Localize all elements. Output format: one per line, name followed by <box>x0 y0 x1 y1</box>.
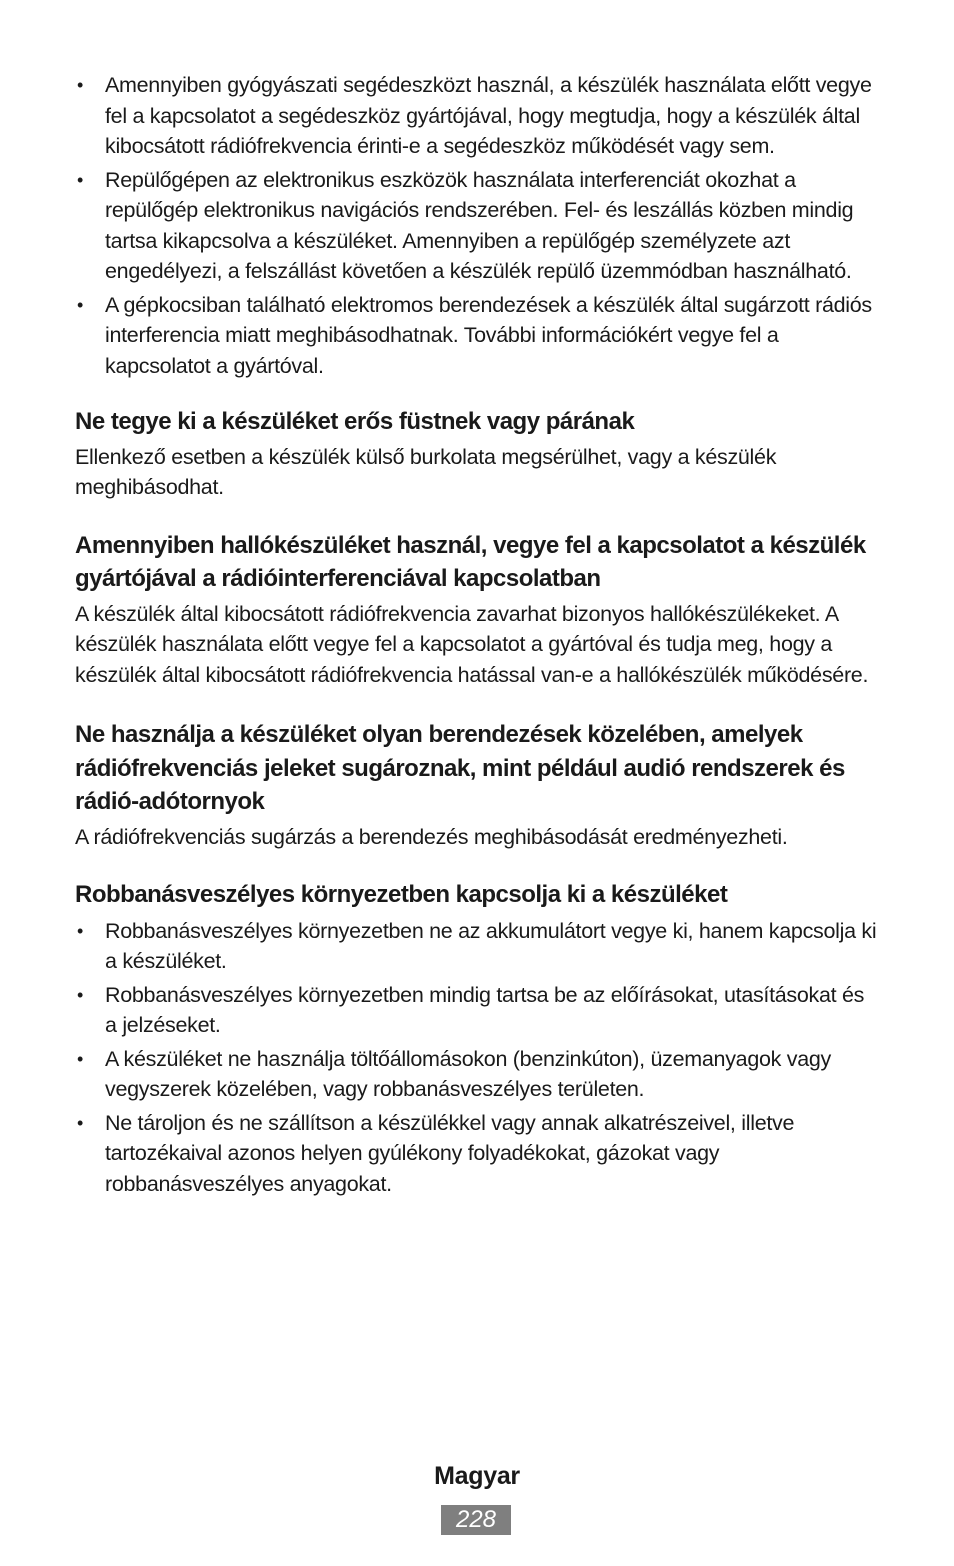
list-item-text: A készüléket ne használja töltőállomásokon (benzinkúton), üzemanyagok vagy vegyszerek közelében, vagy robbanásveszélyes területen. <box>105 1046 831 1101</box>
bullet-glyph: • <box>77 294 84 315</box>
section-heading: Robbanásveszélyes környezetben kapcsolja ki a készüléket <box>75 881 728 908</box>
section-body: A rádiófrekvenciás sugárzás a berendezés meghibásodását eredményezheti. <box>75 824 788 849</box>
list-item <box>75 165 880 287</box>
section-hearing-aid <box>75 529 880 691</box>
explosive-bullet-list <box>75 916 880 1200</box>
list-item-text: Repülőgépen az elektronikus eszközök használata interferenciát okozhat a repülőgép elektronikus navigációs rendszerében. Fel- és leszállás közben mindig tartsa kikapcsolva a készüléket. Amennyiben a repülőgép személyzete azt engedélyezi, a felszállást követően a készülék repülő üzemmódban használható. <box>105 167 854 283</box>
page-number-badge: 228 <box>441 1505 511 1535</box>
section-smoke-humidity <box>75 405 880 503</box>
bullet-glyph: • <box>77 1112 84 1133</box>
section-rf-equipment <box>75 718 880 852</box>
list-item-text: Robbanásveszélyes környezetben ne az akkumulátort vegye ki, hanem kapcsolja ki a készüléket. <box>105 918 877 973</box>
bullet-glyph: • <box>77 169 84 190</box>
section-body: A készülék által kibocsátott rádiófrekvencia zavarhat bizonyos hallókészülékeket. A készülék használata előtt vegye fel a kapcsolatot a gyártóval és tudja meg, hogy a készülék által kibocsátott rádiófrekvencia hatással van-e a hallókészülék működésére. <box>75 601 869 687</box>
section-explosive-environment <box>75 878 880 1199</box>
list-item-text: Amennyiben gyógyászati segédeszközt használ, a készülék használata előtt vegye fel a kapcsolatot a segédeszköz gyártójával, hogy megtudja, hogy a készülék által kibocsátott rádiófrekvencia érinti-e a segédeszköz működését vagy sem. <box>105 73 872 158</box>
list-item <box>75 70 880 162</box>
section-heading: Amennyiben hallókészüléket használ, vegye fel a kapcsolatot a készülék gyártójával a rádióinterferenciával kapcsolatban <box>75 531 866 592</box>
list-item <box>75 916 880 977</box>
document-page <box>75 70 880 1202</box>
section-body: Ellenkező esetben a készülék külső burkolata megsérülhet, vagy a készülék meghibásodhat. <box>75 444 777 499</box>
footer-language: Magyar <box>434 1462 520 1490</box>
bullet-glyph: • <box>77 1048 84 1069</box>
list-item-text: A gépkocsiban található elektromos berendezések a készülék által sugárzott rádiós interferencia miatt meghibásodhatnak. További információkért vegye fel a kapcsolatot a gyártóval. <box>105 292 872 378</box>
list-item-text: Robbanásveszélyes környezetben mindig tartsa be az előírásokat, utasításokat és a jelzéseket. <box>105 982 865 1037</box>
section-heading: Ne tegye ki a készüléket erős füstnek vagy párának <box>75 408 635 435</box>
list-item-text: Ne tároljon és ne szállítson a készülékkel vagy annak alkatrészeivel, illetve tartozékaival azonos helyen gyúlékony folyadékokat, gázokat vagy robbanásveszélyes anyagokat. <box>105 1110 795 1196</box>
intro-bullet-list <box>75 70 880 381</box>
list-item <box>75 290 880 382</box>
list-item <box>75 1044 880 1105</box>
list-item <box>75 1108 880 1200</box>
section-heading: Ne használja a készüléket olyan berendezések közelében, amelyek rádiófrekvenciás jeleket sugároznak, mint például audió rendszerek és rádió-adótornyok <box>75 721 845 815</box>
bullet-glyph: • <box>77 984 84 1005</box>
bullet-glyph: • <box>77 920 84 941</box>
list-item <box>75 980 880 1041</box>
bullet-glyph: • <box>77 75 84 95</box>
